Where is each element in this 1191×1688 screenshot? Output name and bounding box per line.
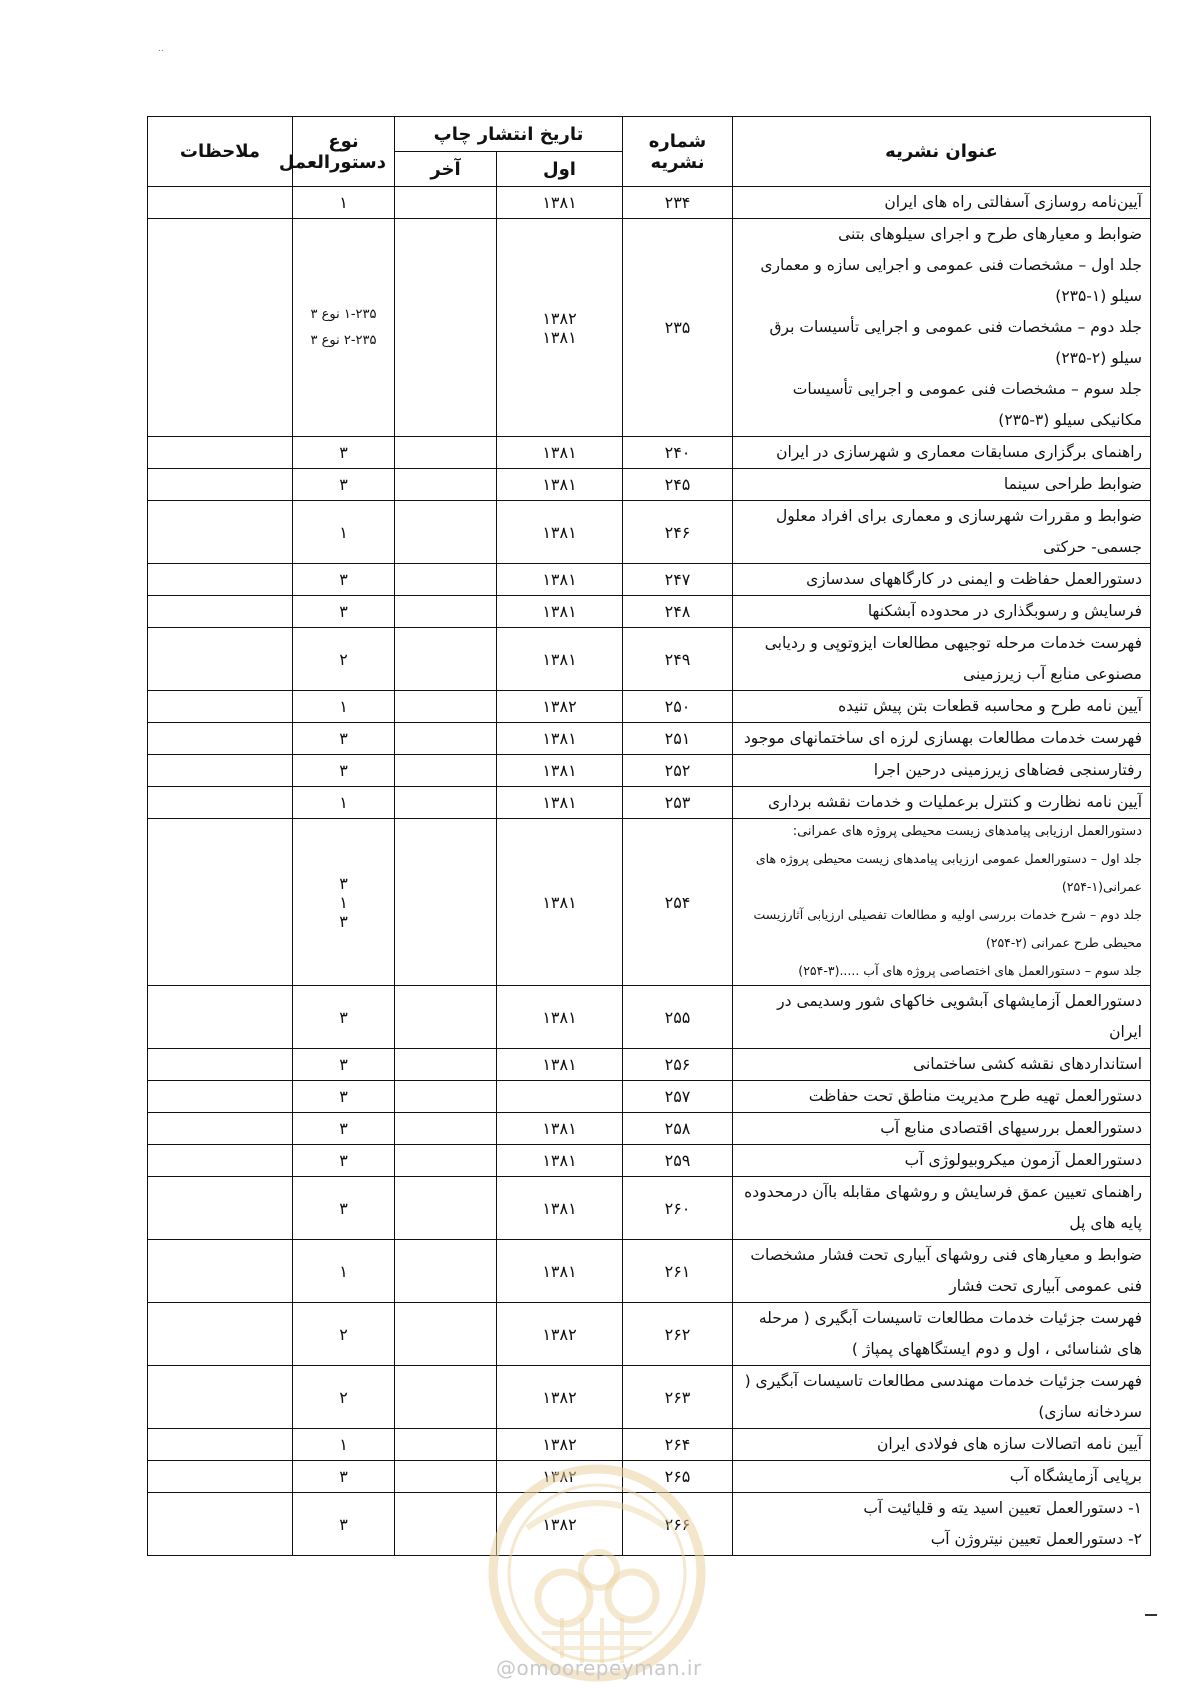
cell-remarks: [148, 1303, 293, 1366]
cell-date-last: [395, 723, 497, 755]
cell-date-last: [395, 1429, 497, 1461]
title-line: آیین نامه طرح و محاسبه قطعات بتن پیش تنیده: [838, 697, 1142, 715]
cell-title: [733, 819, 1151, 986]
title-line: فهرست خدمات مرحله توجیهی مطالعات ایزوتوپی و ردیابی مصنوعی منابع آب زیرزمینی: [764, 634, 1142, 683]
cell-title: [733, 469, 1151, 501]
table-row: [148, 1145, 1151, 1177]
title-line: دستورالعمل آزمون میکروبیولوژی آب: [904, 1151, 1142, 1169]
cell-date-first: ۱۳۸۱: [497, 723, 623, 755]
cell-date-first: ۱۳۸۲ ۱۳۸۱: [497, 219, 623, 437]
title-line: دستورالعمل ارزیابی پیامدهای زیست محیطی پروژه های عمرانی:: [792, 824, 1142, 839]
cell-date-last: [395, 564, 497, 596]
cell-number: ۲۴۶: [623, 501, 733, 564]
cell-type: ۱: [293, 787, 395, 819]
cell-type: ۲: [293, 628, 395, 691]
cell-type: ۳ ۱ ۳: [293, 819, 395, 986]
title-line: رفتارسنجی فضاهای زیرزمینی درحین اجرا: [873, 761, 1142, 779]
table-row: [148, 1081, 1151, 1113]
cell-date-last: [395, 1113, 497, 1145]
header-remarks: ملاحظات: [148, 117, 293, 187]
cell-type: ۱: [293, 501, 395, 564]
cell-date-last: [395, 501, 497, 564]
table-row: [148, 1429, 1151, 1461]
cell-title: [733, 1081, 1151, 1113]
table-row: [148, 469, 1151, 501]
table-row: [148, 1177, 1151, 1240]
cell-number: ۲۵۸: [623, 1113, 733, 1145]
cell-date-first: ۱۳۸۱: [497, 469, 623, 501]
cell-date-first: ۱۳۸۱: [497, 755, 623, 787]
cell-type: ۱: [293, 1429, 395, 1461]
cell-title: [733, 596, 1151, 628]
title-line: آیین نامه نظارت و کنترل برعملیات و خدمات نقشه برداری: [768, 793, 1142, 811]
cell-remarks: [148, 1113, 293, 1145]
title-line: دستورالعمل بررسیهای اقتصادی منابع آب: [880, 1119, 1142, 1137]
cell-date-first: ۱۳۸۱: [497, 1240, 623, 1303]
table-row: [148, 723, 1151, 755]
cell-remarks: [148, 1429, 293, 1461]
footer-site: @omoorepeyman.ir: [496, 1656, 702, 1680]
cell-date-first: ۱۳۸۱: [497, 437, 623, 469]
cell-title: [733, 1493, 1151, 1556]
table-row: [148, 437, 1151, 469]
title-line: استانداردهای نقشه کشی ساختمانی: [913, 1055, 1142, 1073]
publications-table: [147, 116, 1151, 1556]
cell-remarks: [148, 1366, 293, 1429]
title-line: جلد اول – مشخصات فنی عمومی و اجرایی سازه و معماری سیلو (۱-۲۳۵): [760, 256, 1142, 305]
cell-remarks: [148, 787, 293, 819]
cell-type: ۱: [293, 1240, 395, 1303]
table-row: [148, 1113, 1151, 1145]
cell-date-first: ۱۳۸۱: [497, 1113, 623, 1145]
cell-type: ۳: [293, 1049, 395, 1081]
cell-number: ۲۵۷: [623, 1081, 733, 1113]
cell-type: ۳: [293, 1081, 395, 1113]
cell-type: ۳: [293, 755, 395, 787]
cell-number: ۲۵۲: [623, 755, 733, 787]
cell-date-last: [395, 755, 497, 787]
cell-remarks: [148, 596, 293, 628]
table-row: [148, 187, 1151, 219]
header-type: نوع دستورالعمل: [293, 117, 395, 187]
cell-title: [733, 691, 1151, 723]
cell-date-first: ۱۳۸۱: [497, 1145, 623, 1177]
table-row: [148, 628, 1151, 691]
cell-number: ۲۶۱: [623, 1240, 733, 1303]
cell-number: ۲۴۵: [623, 469, 733, 501]
cell-title: [733, 1240, 1151, 1303]
header-title: عنوان نشریه: [733, 117, 1151, 187]
cell-title: [733, 1145, 1151, 1177]
title-line: دستورالعمل حفاظت و ایمنی در کارگاههای سدسازی: [806, 570, 1142, 588]
table-row: [148, 819, 1151, 986]
title-line: آیین‌نامه روسازی آسفالتی راه های ایران: [884, 193, 1142, 211]
cell-date-last: [395, 1493, 497, 1556]
table-row: [148, 1493, 1151, 1556]
cell-date-first: ۱۳۸۲: [497, 1493, 623, 1556]
cell-remarks: [148, 628, 293, 691]
cell-remarks: [148, 564, 293, 596]
cell-number: ۲۵۹: [623, 1145, 733, 1177]
cell-title: [733, 755, 1151, 787]
title-line: ۱- دستورالعمل تعیین اسید یته و قلیائیت آب: [863, 1499, 1142, 1517]
title-line: جلد دوم – مشخصات فنی عمومی و اجرایی تأسیسات برق سیلو (۲-۲۳۵): [769, 318, 1142, 367]
cell-date-last: [395, 1366, 497, 1429]
cell-remarks: [148, 501, 293, 564]
cell-number: ۲۵۶: [623, 1049, 733, 1081]
cell-title: [733, 1177, 1151, 1240]
cell-type: ۳: [293, 986, 395, 1049]
cell-title: [733, 1366, 1151, 1429]
cell-date-last: [395, 1461, 497, 1493]
cell-date-first: ۱۳۸۲: [497, 1461, 623, 1493]
cell-type: ۳: [293, 596, 395, 628]
cell-number: ۲۴۰: [623, 437, 733, 469]
cell-number: ۲۶۵: [623, 1461, 733, 1493]
page-mark: ..: [158, 44, 164, 54]
cell-remarks: [148, 819, 293, 986]
cell-date-first: ۱۳۸۱: [497, 628, 623, 691]
cell-date-first: ۱۳۸۲: [497, 691, 623, 723]
cell-date-last: [395, 787, 497, 819]
cell-remarks: [148, 1493, 293, 1556]
cell-date-first: ۱۳۸۱: [497, 1049, 623, 1081]
cell-title: [733, 1049, 1151, 1081]
cell-number: ۲۴۹: [623, 628, 733, 691]
cell-type: ۳: [293, 1461, 395, 1493]
title-line: فرسایش و رسوبگذاری در محدوده آبشکنها: [867, 602, 1142, 620]
cell-title: [733, 628, 1151, 691]
table-row: [148, 564, 1151, 596]
cell-type: ۱-۲۳۵ نوع ۳ ۲-۲۳۵ نوع ۳: [293, 219, 395, 437]
cell-date-first: ۱۳۸۱: [497, 819, 623, 986]
cell-date-last: [395, 596, 497, 628]
title-line: دستورالعمل تهیه طرح مدیریت مناطق تحت حفاظت: [808, 1087, 1142, 1105]
cell-date-first: [497, 1081, 623, 1113]
cell-number: ۲۶۰: [623, 1177, 733, 1240]
cell-remarks: [148, 469, 293, 501]
cell-number: ۲۴۷: [623, 564, 733, 596]
cell-date-first: ۱۳۸۱: [497, 501, 623, 564]
cell-type: ۳: [293, 1177, 395, 1240]
cell-number: ۲۶۶: [623, 1493, 733, 1556]
header-number: شماره نشریه: [623, 117, 733, 187]
cell-remarks: [148, 1240, 293, 1303]
title-line: فهرست جزئیات خدمات مهندسی مطالعات تاسیسات آبگیری ( سردخانه سازی): [744, 1372, 1142, 1421]
cell-remarks: [148, 691, 293, 723]
table-row: [148, 986, 1151, 1049]
cell-title: [733, 501, 1151, 564]
cell-remarks: [148, 755, 293, 787]
cell-title: [733, 437, 1151, 469]
cell-remarks: [148, 1049, 293, 1081]
cell-number: ۲۶۴: [623, 1429, 733, 1461]
title-line: ضوابط و مقررات شهرسازی و معماری برای افراد معلول جسمی- حرکتی: [775, 507, 1142, 556]
cell-type: ۳: [293, 437, 395, 469]
cell-remarks: [148, 1461, 293, 1493]
cell-type: ۳: [293, 564, 395, 596]
title-line: دستورالعمل آزمایشهای آبشویی خاکهای شور وسدیمی در ایران: [777, 992, 1142, 1041]
title-line: فهرست جزئیات خدمات مطالعات تاسیسات آبگیری ( مرحله های شناسائی ، اول و دوم ایستگاههای پمپاژ ): [758, 1309, 1142, 1358]
cell-type: ۳: [293, 469, 395, 501]
cell-remarks: [148, 187, 293, 219]
table-row: [148, 1461, 1151, 1493]
cell-date-last: [395, 628, 497, 691]
title-line: ضوابط و معیارهای طرح و اجرای سیلوهای بتنی: [838, 225, 1142, 243]
cell-remarks: [148, 1177, 293, 1240]
cell-remarks: [148, 723, 293, 755]
header-date-first: اول: [497, 152, 623, 187]
cell-date-first: ۱۳۸۱: [497, 187, 623, 219]
cell-title: [733, 187, 1151, 219]
cell-date-first: ۱۳۸۱: [497, 986, 623, 1049]
cell-date-first: ۱۳۸۱: [497, 1177, 623, 1240]
cell-number: ۲۵۰: [623, 691, 733, 723]
cell-type: ۲: [293, 1366, 395, 1429]
title-line: ضوابط طراحی سینما: [1003, 475, 1142, 493]
cell-date-last: [395, 1177, 497, 1240]
cell-date-last: [395, 437, 497, 469]
table-row: [148, 501, 1151, 564]
cell-number: ۲۵۵: [623, 986, 733, 1049]
cell-number: ۲۵۴: [623, 819, 733, 986]
table-row: [148, 691, 1151, 723]
cell-type: ۳: [293, 1493, 395, 1556]
cell-number: ۲۳۴: [623, 187, 733, 219]
title-line: راهنمای تعیین عمق فرسایش و روشهای مقابله باآن درمحدوده پایه های پل: [744, 1183, 1142, 1232]
cell-date-last: [395, 469, 497, 501]
cell-title: [733, 1429, 1151, 1461]
cell-date-first: ۱۳۸۲: [497, 1366, 623, 1429]
cell-date-last: [395, 691, 497, 723]
cell-type: ۱: [293, 187, 395, 219]
title-line: جلد سوم – دستورالعمل های اختصاصی پروژه های آب .....(۳-۲۵۴): [798, 963, 1142, 978]
table-row: [148, 1240, 1151, 1303]
cell-type: ۱: [293, 691, 395, 723]
cell-date-last: [395, 1145, 497, 1177]
title-line: آیین نامه اتصالات سازه های فولادی ایران: [876, 1435, 1142, 1453]
cell-remarks: [148, 219, 293, 437]
title-line: برپایی آزمایشگاه آب: [1009, 1467, 1142, 1485]
table-row: [148, 1049, 1151, 1081]
cell-number: ۲۴۸: [623, 596, 733, 628]
title-line: راهنمای برگزاری مسابقات معماری و شهرسازی در ایران: [776, 443, 1142, 461]
cell-remarks: [148, 437, 293, 469]
cell-date-last: [395, 1049, 497, 1081]
cell-type: ۳: [293, 723, 395, 755]
cell-date-last: [395, 1081, 497, 1113]
cell-date-first: ۱۳۸۲: [497, 1429, 623, 1461]
cell-date-last: [395, 219, 497, 437]
cell-title: [733, 723, 1151, 755]
cell-number: ۲۳۵: [623, 219, 733, 437]
table-row: [148, 787, 1151, 819]
cell-number: ۲۵۳: [623, 787, 733, 819]
cell-date-last: [395, 1303, 497, 1366]
cell-number: ۲۶۲: [623, 1303, 733, 1366]
cell-number: ۲۶۳: [623, 1366, 733, 1429]
cell-date-last: [395, 986, 497, 1049]
cell-title: [733, 219, 1151, 437]
cell-title: [733, 1303, 1151, 1366]
cell-date-last: [395, 819, 497, 986]
title-line: جلد دوم – شرح خدمات بررسی اولیه و مطالعات تفصیلی ارزیابی آثارزیست محیطی طرح عمرانی (۲-۲۵۴): [753, 907, 1142, 950]
title-line: جلد اول – دستورالعمل عمومی ارزیابی پیامدهای زیست محیطی پروژه های عمرانی(۱-۲۵۴): [755, 851, 1142, 894]
cell-title: [733, 787, 1151, 819]
title-line: جلد سوم – مشخصات فنی عمومی و اجرایی تأسیسات مکانیکی سیلو (۳-۲۳۵): [792, 380, 1142, 429]
title-line: ضوابط و معیارهای فنی روشهای آبیاری تحت فشار مشخصات فنی عمومی آبیاری تحت فشار: [750, 1246, 1142, 1295]
header-date-last: آخر: [395, 152, 497, 187]
cell-title: [733, 564, 1151, 596]
cell-type: ۲: [293, 1303, 395, 1366]
cell-title: [733, 1461, 1151, 1493]
table-row: [148, 755, 1151, 787]
title-line: ۲- دستورالعمل تعیین نیتروژن آب: [930, 1530, 1142, 1548]
cell-date-last: [395, 187, 497, 219]
edge-dash: [1145, 1614, 1157, 1616]
cell-number: ۲۵۱: [623, 723, 733, 755]
title-line: فهرست خدمات مطالعات بهسازی لرزه ای ساختمانهای موجود: [743, 729, 1142, 747]
header-date-group: تاریخ انتشار چاپ: [395, 117, 623, 152]
cell-date-last: [395, 1240, 497, 1303]
cell-remarks: [148, 1145, 293, 1177]
cell-remarks: [148, 1081, 293, 1113]
table-row: [148, 1366, 1151, 1429]
table-row: [148, 596, 1151, 628]
cell-date-first: ۱۳۸۲: [497, 1303, 623, 1366]
cell-date-first: ۱۳۸۱: [497, 596, 623, 628]
table-row: [148, 219, 1151, 437]
cell-type: ۳: [293, 1145, 395, 1177]
table-row: [148, 1303, 1151, 1366]
cell-date-first: ۱۳۸۱: [497, 564, 623, 596]
cell-date-first: ۱۳۸۱: [497, 787, 623, 819]
cell-title: [733, 986, 1151, 1049]
cell-remarks: [148, 986, 293, 1049]
cell-type: ۳: [293, 1113, 395, 1145]
cell-title: [733, 1113, 1151, 1145]
